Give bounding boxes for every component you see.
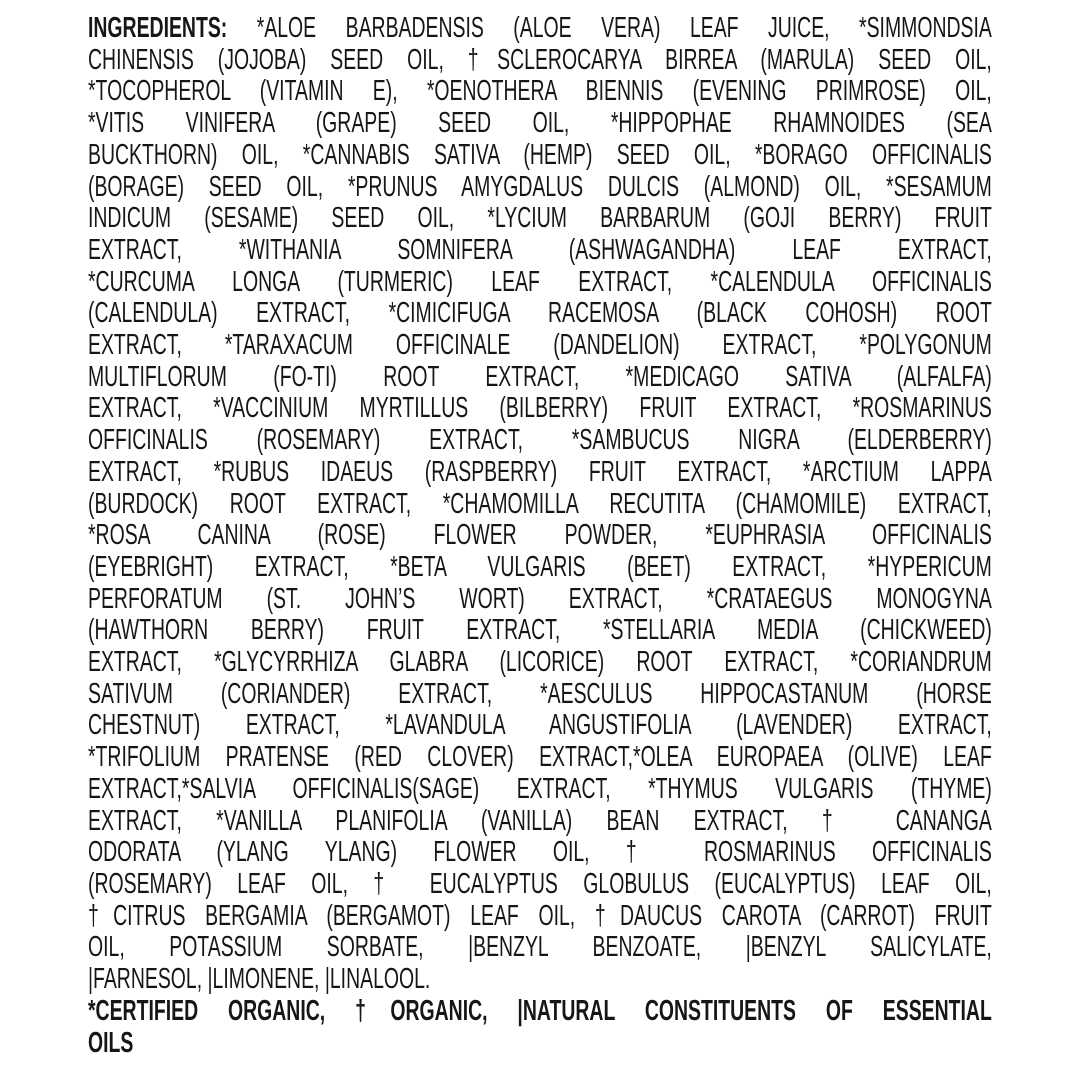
ingredients-line: BUCKTHORN) OIL, *CANNABIS SATIVA (HEMP) SEED OIL, *BORAGO OFFICINALIS xyxy=(88,138,992,171)
ingredients-line: CHINENSIS (JOJOBA) SEED OIL, †SCLEROCARYA BIRREA (MARULA) SEED OIL, xyxy=(88,43,992,76)
ingredients-line: EXTRACT, *GLYCYRRHIZA GLABRA (LICORICE) ROOT EXTRACT, *CORIANDRUM xyxy=(88,646,992,679)
ingredients-line: *TRIFOLIUM PRATENSE (RED CLOVER) EXTRACT,*OLEA EUROPAEA (OLIVE) LEAF xyxy=(88,741,992,774)
ingredients-line: SATIVUM (CORIANDER) EXTRACT, *AESCULUS HIPPOCASTANUM (HORSE xyxy=(88,677,992,710)
ingredients-line: *CURCUMA LONGA (TURMERIC) LEAF EXTRACT, *CALENDULA OFFICINALIS xyxy=(88,265,992,298)
ingredients-footnote-line1: *CERTIFIED ORGANIC, †ORGANIC, |NATURAL CONSTITUENTS OF ESSENTIAL xyxy=(88,994,992,1027)
ingredients-line: (BURDOCK) ROOT EXTRACT, *CHAMOMILLA RECUTITA (CHAMOMILE) EXTRACT, xyxy=(88,487,992,520)
ingredients-line: PERFORATUM (ST. JOHN’S WORT) EXTRACT, *CRATAEGUS MONOGYNA xyxy=(88,582,992,615)
ingredients-last-line: |FARNESOL, |LIMONENE, |LINALOOL. xyxy=(88,963,431,996)
ingredients-line: (ROSEMARY) LEAF OIL, † EUCALYPTUS GLOBULUS (EUCALYPTUS) LEAF OIL, xyxy=(88,867,992,900)
ingredients-line: EXTRACT, *WITHANIA SOMNIFERA (ASHWAGANDHA) LEAF EXTRACT, xyxy=(88,233,992,266)
ingredients-line: (EYEBRIGHT) EXTRACT, *BETA VULGARIS (BEET) EXTRACT, *HYPERICUM xyxy=(88,550,992,583)
ingredients-line: EXTRACT,*SALVIA OFFICINALIS(SAGE) EXTRACT, *THYMUS VULGARIS (THYME) xyxy=(88,772,992,805)
ingredients-heading: INGREDIENTS: xyxy=(88,12,228,44)
ingredients-line: EXTRACT, *TARAXACUM OFFICINALE (DANDELION) EXTRACT, *POLYGONUM xyxy=(88,329,992,362)
ingredients-line: (BORAGE) SEED OIL, *PRUNUS AMYGDALUS DULCIS (ALMOND) OIL, *SESAMUM xyxy=(88,170,992,203)
ingredients-first-line-text: *ALOE BARBADENSIS (ALOE VERA) LEAF JUICE, *SIMMONDSIA xyxy=(227,12,992,44)
ingredients-body-lines xyxy=(88,45,992,964)
ingredients-line: *TOCOPHEROL (VITAMIN E), *OENOTHERA BIENNIS (EVENING PRIMROSE) OIL, xyxy=(88,75,992,108)
ingredients-footnote-line2: OILS xyxy=(88,1026,134,1059)
ingredients-line: OIL, POTASSIUM SORBATE, |BENZYL BENZOATE, |BENZYL SALICYLATE, xyxy=(88,931,992,964)
ingredients-line: *ROSA CANINA (ROSE) FLOWER POWDER, *EUPHRASIA OFFICINALIS xyxy=(88,519,992,552)
ingredients-first-line xyxy=(88,13,992,45)
ingredients-line: †CITRUS BERGAMIA (BERGAMOT) LEAF OIL, †DAUCUS CAROTA (CARROT) FRUIT xyxy=(88,899,992,932)
ingredients-line: *VITIS VINIFERA (GRAPE) SEED OIL, *HIPPOPHAE RHAMNOIDES (SEA xyxy=(88,107,992,140)
ingredients-line: (CALENDULA) EXTRACT, *CIMICIFUGA RACEMOSA (BLACK COHOSH) ROOT xyxy=(88,297,992,330)
ingredients-line: (HAWTHORN BERRY) FRUIT EXTRACT, *STELLARIA MEDIA (CHICKWEED) xyxy=(88,614,992,647)
ingredients-line: MULTIFLORUM (FO-TI) ROOT EXTRACT, *MEDICAGO SATIVA (ALFALFA) xyxy=(88,360,992,393)
ingredients-line: INDICUM (SESAME) SEED OIL, *LYCIUM BARBARUM (GOJI BERRY) FRUIT xyxy=(88,202,992,235)
ingredients-line: CHESTNUT) EXTRACT, *LAVANDULA ANGUSTIFOLIA (LAVENDER) EXTRACT, xyxy=(88,709,992,742)
ingredients-line: OFFICINALIS (ROSEMARY) EXTRACT, *SAMBUCUS NIGRA (ELDERBERRY) xyxy=(88,424,992,457)
ingredients-line: EXTRACT, *VANILLA PLANIFOLIA (VANILLA) BEAN EXTRACT, † CANANGA xyxy=(88,804,992,837)
ingredients-line: ODORATA (YLANG YLANG) FLOWER OIL, † ROSMARINUS OFFICINALIS xyxy=(88,836,992,869)
ingredients-line: EXTRACT, *VACCINIUM MYRTILLUS (BILBERRY) FRUIT EXTRACT, *ROSMARINUS xyxy=(88,392,992,425)
ingredients-line: EXTRACT, *RUBUS IDAEUS (RASPBERRY) FRUIT EXTRACT, *ARCTIUM LAPPA xyxy=(88,455,992,488)
ingredients-paragraph xyxy=(88,13,992,1059)
